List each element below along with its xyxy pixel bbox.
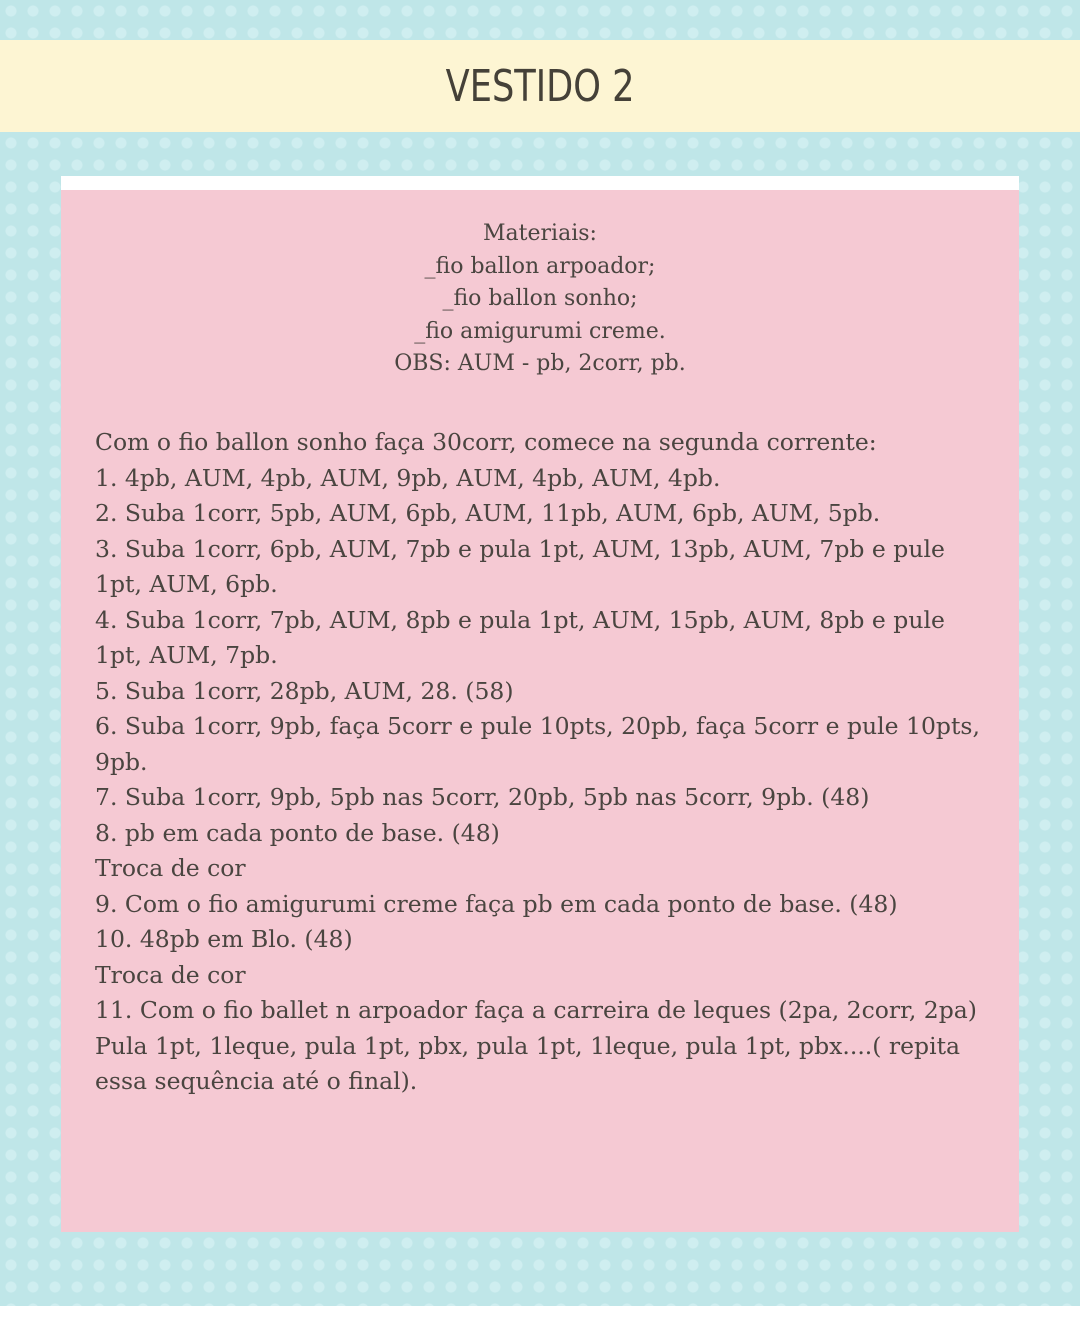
materials-note: OBS: AUM - pb, 2corr, pb. xyxy=(394,351,686,376)
title-banner xyxy=(0,40,1080,132)
instruction-intro: Com o fio ballon sonho faça 30corr, comece na segunda corrente: xyxy=(95,428,877,456)
instruction-row: 10. 48pb em Blo. (48) xyxy=(95,925,353,953)
materials-block xyxy=(61,218,1019,381)
instruction-row: 6. Suba 1corr, 9pb, faça 5corr e pule 10pts, 20pb, faça 5corr e pule 10pts, 9pb. xyxy=(95,712,980,776)
materials-item: _fio amigurumi creme. xyxy=(414,318,666,344)
instruction-row: 8. pb em cada ponto de base. (48) xyxy=(95,818,500,847)
instruction-row: 7. Suba 1corr, 9pb, 5pb nas 5corr, 20pb, 5pb nas 5corr, 9pb. (48) xyxy=(95,783,870,811)
materials-item: _fio ballon sonho; xyxy=(442,286,638,311)
instruction-row: 3. Suba 1corr, 6pb, AUM, 7pb e pula 1pt, AUM, 13pb, AUM, 7pb e pule 1pt, AUM, 6pb. xyxy=(95,534,945,598)
instruction-row: 11. Com o fio ballet n arpoador faça a carreira de leques (2pa, 2corr, 2pa) xyxy=(95,996,977,1024)
materials-item: _fio ballon arpoador; xyxy=(424,253,656,279)
color-change-note: Troca de cor xyxy=(95,854,246,882)
page-title: VESTIDO 2 xyxy=(445,60,635,112)
bottom-border xyxy=(0,1306,1080,1317)
color-change-note: Troca de cor xyxy=(95,960,246,989)
materials-heading: Materiais: xyxy=(483,221,597,246)
instructions-block xyxy=(95,425,995,1100)
instruction-row: 1. 4pb, AUM, 4pb, AUM, 9pb, AUM, 4pb, AUM, 4pb. xyxy=(95,463,721,492)
instruction-row: 5. Suba 1corr, 28pb, AUM, 28. (58) xyxy=(95,676,514,705)
instruction-row: 9. Com o fio amigurumi creme faça pb em cada ponto de base. (48) xyxy=(95,889,898,918)
card-top-border xyxy=(61,176,1019,190)
instruction-row: 4. Suba 1corr, 7pb, AUM, 8pb e pula 1pt, AUM, 15pb, AUM, 8pb e pule 1pt, AUM, 7pb. xyxy=(95,605,945,669)
instruction-final: Pula 1pt, 1leque, pula 1pt, pbx, pula 1pt, 1leque, pula 1pt, pbx....( repita essa sequência até o final). xyxy=(95,1031,961,1095)
instruction-row: 2. Suba 1corr, 5pb, AUM, 6pb, AUM, 11pb, AUM, 6pb, AUM, 5pb. xyxy=(95,499,881,527)
pattern-card xyxy=(61,190,1019,1232)
